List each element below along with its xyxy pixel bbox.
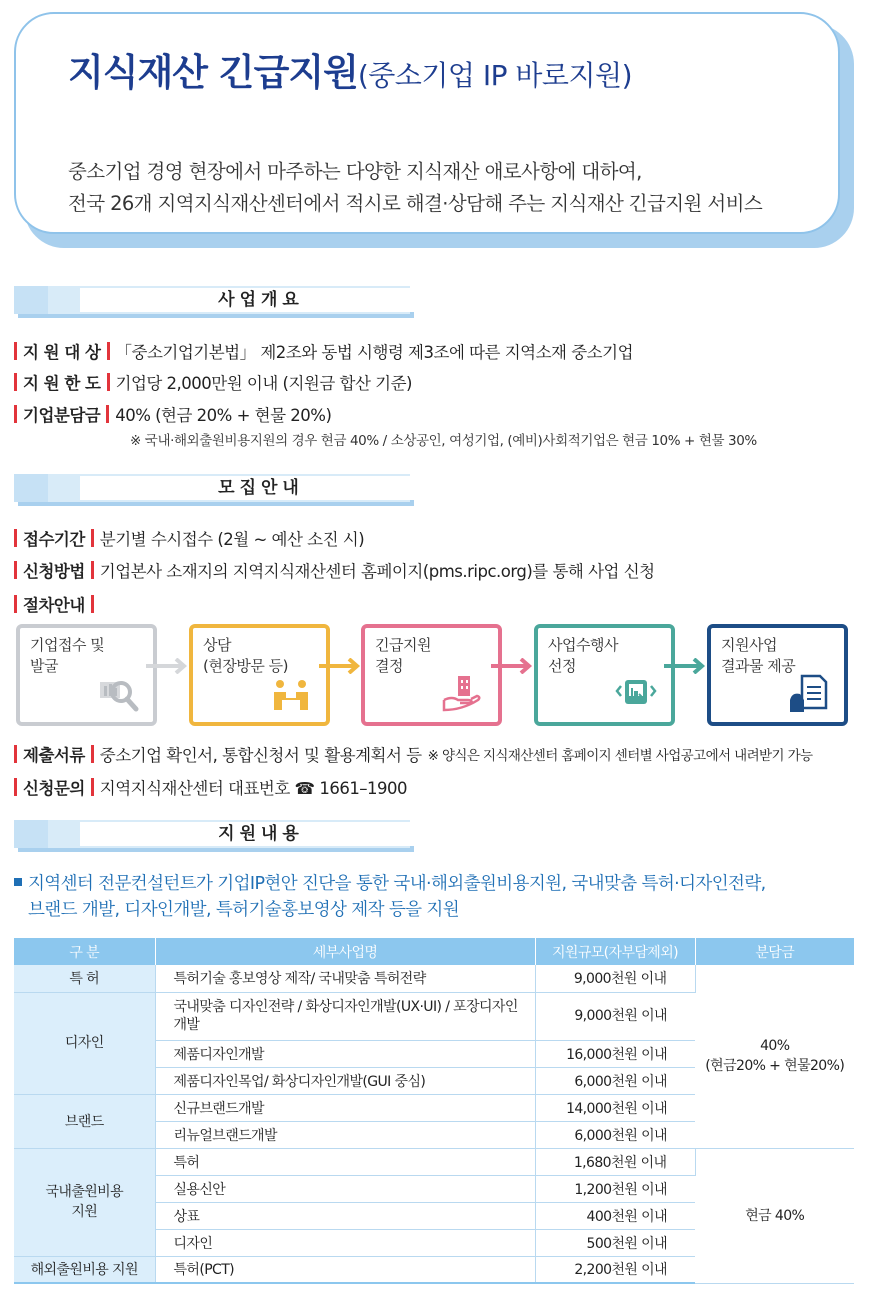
share-cell: 현금 40%	[695, 1148, 854, 1283]
overview-target-label: 지 원 대 상	[23, 343, 101, 362]
recruit-row-period	[14, 526, 364, 550]
overview-share-label: 기업분담금	[23, 406, 101, 425]
arrow-icon	[319, 658, 363, 674]
page-title-sub: (중소기업 IP 바로지원)	[357, 59, 633, 92]
program-name-cell: 상표	[155, 1202, 535, 1229]
recruit-period-text: 분기별 수시접수 (2월 ~ 예산 소진 시)	[99, 530, 365, 549]
amount-cell: 6,000천원 이내	[535, 1121, 695, 1148]
process-step-3	[361, 624, 502, 726]
amount-cell: 14,000천원 이내	[535, 1094, 695, 1121]
amount-cell: 16,000천원 이내	[535, 1040, 695, 1067]
program-name-cell: 제품디자인목업/ 화상디자인개발(GUI 중심)	[155, 1067, 535, 1094]
recruit-row-procedure	[14, 592, 100, 616]
recruit-docs-label: 제출서류	[23, 746, 85, 765]
table-header: 지원규모(자부담제외)	[535, 938, 695, 965]
recruit-contact-label: 신청문의	[23, 779, 85, 798]
category-cell: 브랜드	[14, 1094, 155, 1148]
bullet-square-icon	[14, 878, 22, 886]
process-step-3-line2: 결정	[375, 657, 403, 675]
overview-row-share	[14, 402, 331, 426]
process-step-2-line1: 상담	[203, 636, 231, 654]
recruit-row-docs	[14, 742, 812, 766]
recruit-docs-note: ※ 양식은 지식재산센터 홈페이지 센터별 사업공고에서 내려받기 가능	[427, 748, 813, 764]
recruit-contact-text: 지역지식재산센터 대표번호 ☎ 1661–1900	[99, 779, 408, 798]
table-header: 구 분	[14, 938, 155, 965]
table-header: 분담금	[695, 938, 854, 965]
section-overview-title: 사업개요	[218, 290, 304, 310]
arrow-icon	[491, 658, 535, 674]
program-name-cell: 신규브랜드개발	[155, 1094, 535, 1121]
section-overview-header	[14, 286, 414, 318]
section-support-title: 지원내용	[218, 824, 304, 844]
amount-cell: 9,000천원 이내	[535, 965, 695, 992]
overview-share-text: 40% (현금 20% + 현물 20%)	[115, 406, 332, 425]
program-name-cell: 제품디자인개발	[155, 1040, 535, 1067]
overview-row-target	[14, 339, 633, 363]
program-name-cell: 디자인	[155, 1229, 535, 1256]
overview-limit-label: 지 원 한 도	[23, 374, 101, 393]
document-hand-icon	[788, 674, 830, 712]
process-step-5	[707, 624, 848, 726]
recruit-method-label: 신청방법	[23, 562, 85, 581]
overview-target-text: 「중소기업기본법」 제2조와 동법 시행령 제3조에 따른 지역소재 중소기업	[115, 343, 634, 362]
program-name-cell: 국내맞춤 디자인전략 / 화상디자인개발(UX·UI) / 포장디자인개발	[155, 992, 535, 1040]
arrow-icon	[146, 658, 190, 674]
process-step-4-line2: 선정	[548, 657, 576, 675]
amount-cell: 500천원 이내	[535, 1229, 695, 1256]
recruit-row-method	[14, 558, 655, 582]
table-row	[14, 965, 854, 992]
touch-select-icon	[615, 674, 657, 712]
arrow-icon	[664, 658, 708, 674]
amount-cell: 400천원 이내	[535, 1202, 695, 1229]
category-cell: 해외출원비용 지원	[14, 1256, 155, 1283]
support-desc-line1: 지역센터 전문컨설턴트가 기업IP현안 진단을 통한 국내·해외출원비용지원, 국내맞춤 특허·디자인전략,	[28, 874, 766, 894]
program-name-cell: 특허	[155, 1148, 535, 1175]
section-support-header	[14, 820, 414, 852]
support-desc-line2: 브랜드 개발, 디자인개발, 특허기술홍보영상 제작 등을 지원	[28, 900, 460, 920]
amount-cell: 1,680천원 이내	[535, 1148, 695, 1175]
share-cell	[695, 965, 854, 1148]
amount-cell: 9,000천원 이내	[535, 992, 695, 1040]
process-step-5-line2: 결과물 제공	[721, 657, 796, 675]
amount-cell: 1,200천원 이내	[535, 1175, 695, 1202]
process-step-1	[16, 624, 157, 726]
support-description	[14, 871, 766, 923]
header-desc-line2: 전국 26개 지역지식재산센터에서 적시로 해결·상담해 주는 지식재산 긴급지원 서비스	[68, 192, 763, 215]
category-cell: 국내출원비용 지원	[14, 1148, 155, 1256]
overview-limit-text: 기업당 2,000만원 이내 (지원금 합산 기준)	[115, 374, 412, 393]
amount-cell: 6,000천원 이내	[535, 1067, 695, 1094]
program-name-cell: 특허(PCT)	[155, 1256, 535, 1283]
header-description	[68, 156, 762, 220]
process-step-2	[189, 624, 330, 726]
table-row	[14, 1148, 854, 1175]
program-name-cell: 리뉴얼브랜드개발	[155, 1121, 535, 1148]
hand-building-icon	[442, 674, 484, 712]
program-name-cell: 실용신안	[155, 1175, 535, 1202]
overview-note: ※ 국내·해외출원비용지원의 경우 현금 40% / 소상공인, 여성기업, (예비)사회적기업은 현금 10% + 현물 30%	[130, 433, 757, 449]
process-step-4-line1: 사업수행사	[548, 636, 618, 654]
process-step-1-line1: 기업접수 및	[30, 636, 105, 654]
header-desc-line1: 중소기업 경영 현장에서 마주하는 다양한 지식재산 애로사항에 대하여,	[68, 160, 642, 183]
process-step-1-line2: 발굴	[30, 657, 58, 675]
search-document-icon	[97, 674, 139, 712]
section-recruit-header	[14, 474, 414, 506]
process-step-4	[534, 624, 675, 726]
recruit-period-label: 접수기간	[23, 530, 85, 549]
process-step-5-line1: 지원사업	[721, 636, 777, 654]
overview-row-limit	[14, 370, 412, 394]
page-title	[68, 42, 632, 96]
share-a-line2: (현금20% + 현물20%)	[705, 1058, 845, 1075]
amount-cell: 2,200천원 이내	[535, 1256, 695, 1283]
section-recruit-title: 모집안내	[218, 478, 304, 498]
process-step-3-line1: 긴급지원	[375, 636, 431, 654]
table-header-row	[14, 938, 854, 965]
header-card	[14, 12, 840, 234]
table-header: 세부사업명	[155, 938, 535, 965]
page-title-main: 지식재산 긴급지원	[68, 51, 358, 94]
recruit-row-contact	[14, 775, 407, 799]
category-cell: 특 허	[14, 965, 155, 992]
category-cell: 디자인	[14, 992, 155, 1094]
recruit-docs-text: 중소기업 확인서, 통합신청서 및 활용계획서 등	[99, 746, 422, 765]
program-name-cell: 특허기술 홍보영상 제작/ 국내맞춤 특허전략	[155, 965, 535, 992]
support-table	[14, 938, 854, 1284]
recruit-procedure-label: 절차안내	[23, 596, 85, 615]
recruit-method-text: 기업본사 소재지의 지역지식재산센터 홈페이지(pms.ripc.org)를 통해 사업 신청	[99, 562, 655, 581]
share-a-line1: 40%	[760, 1038, 790, 1055]
consulting-people-icon	[270, 674, 312, 712]
process-step-2-line2: (현장방문 등)	[203, 657, 288, 675]
